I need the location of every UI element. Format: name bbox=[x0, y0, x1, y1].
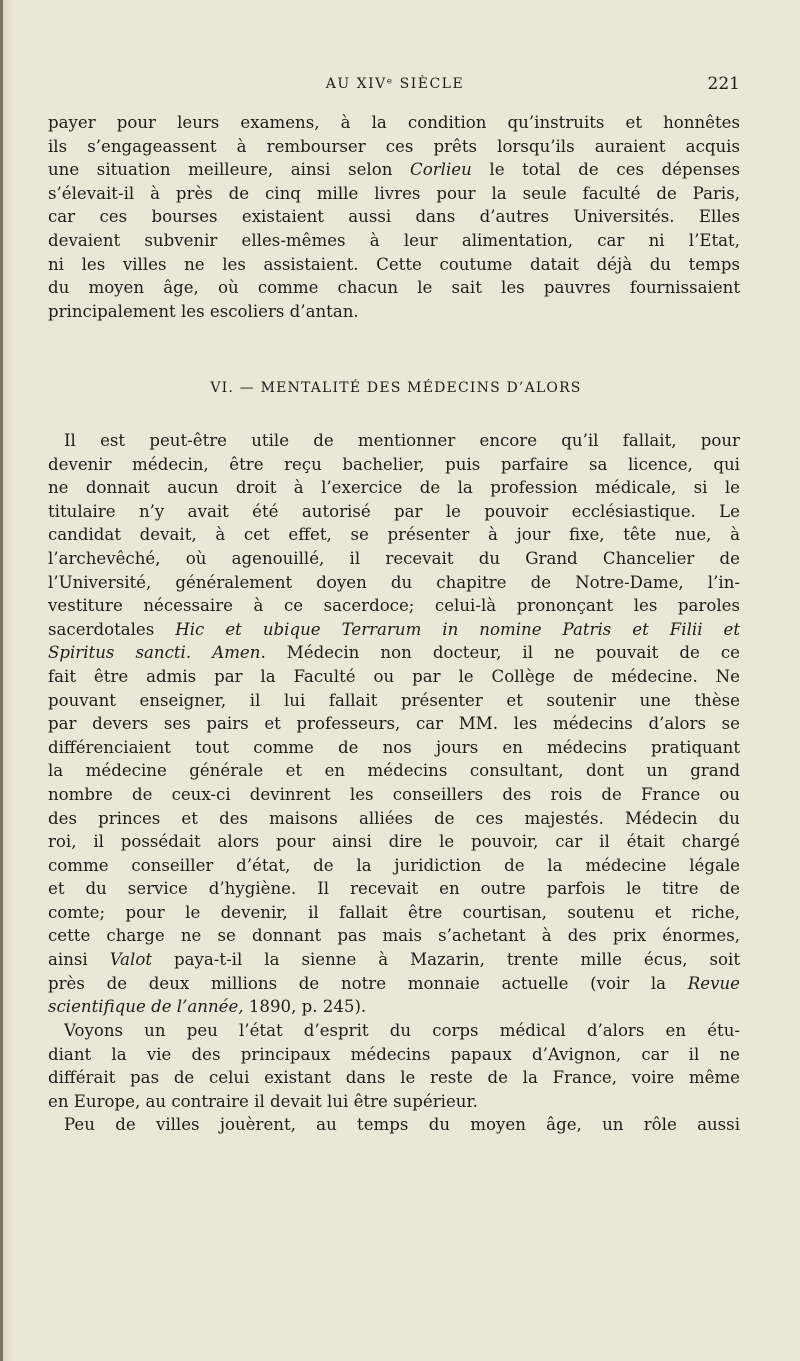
text-line: devenir médecin, être reçu bachelier, puis parfaire sa licence, qui bbox=[48, 454, 740, 474]
text-line: cette charge ne se donnant pas mais s’achetant à des prix énormes, bbox=[48, 926, 740, 946]
text-line: scientifique de l’année, 1890, p. 245). bbox=[48, 997, 367, 1017]
text-line: car ces bourses existaient aussi dans d’autres Universités. Elles bbox=[48, 207, 740, 227]
page-spine-edge bbox=[0, 0, 3, 1361]
text-line: en Europe, au contraire il devait lui être supérieur. bbox=[48, 1091, 478, 1111]
text-line: titulaire n’y avait été autorisé par le pouvoir ecclésiastique. Le bbox=[48, 501, 740, 521]
text-line: une situation meilleure, ainsi selon Corlieu le total de ces dépenses bbox=[48, 160, 740, 180]
text-line: ne donnait aucun droit à l’exercice de la profession médicale, si le bbox=[48, 478, 740, 498]
text-line: du moyen âge, où comme chacun le sait les pauvres fournissaient bbox=[48, 278, 740, 298]
text-line: près de deux millions de notre monnaie actuelle (voir la Revue bbox=[48, 973, 740, 993]
text-line: comte; pour le devenir, il fallait être courtisan, soutenu et riche, bbox=[48, 902, 740, 922]
text-line: nombre de ceux-ci devinrent les conseillers des rois de France ou bbox=[48, 784, 740, 804]
text-line: l’archevêché, où agenouillé, il recevait du Grand Chancelier de bbox=[48, 548, 740, 568]
text-line: des princes et des maisons alliées de ces majestés. Médecin du bbox=[48, 808, 740, 828]
page-header bbox=[50, 74, 740, 96]
text-line: par devers ses pairs et professeurs, car MM. les médecins d’alors se bbox=[48, 714, 740, 734]
text-line: ni les villes ne les assistaient. Cette coutume datait déjà du temps bbox=[48, 254, 740, 274]
text-line: ils s’engageassent à rembourser ces prêts lorsqu’ils auraient acquis bbox=[48, 136, 740, 156]
text-line: payer pour leurs examens, à la condition qu’instruits et honnêtes bbox=[48, 113, 740, 132]
page-number: 221 bbox=[707, 74, 740, 94]
text-line: comme conseiller d’état, de la juridiction de la médecine légale bbox=[48, 855, 740, 875]
text-line: Spiritus sancti. Amen. Médecin non docteur, il ne pouvait de ce bbox=[48, 643, 740, 663]
text-line: la médecine générale et en médecins consultant, dont un grand bbox=[48, 761, 740, 781]
text-line: vestiture nécessaire à ce sacerdoce; celui-là prononçant les paroles bbox=[48, 596, 740, 616]
text-line: principalement les escoliers d’antan. bbox=[48, 301, 359, 321]
text-line: devaient subvenir elles-mêmes à leur alimentation, car ni l’Etat, bbox=[48, 230, 740, 250]
text-line: Peu de villes jouèrent, au temps du moyen âge, un rôle aussi bbox=[64, 1115, 740, 1134]
section-heading: VI. — MENTALITÉ DES MÉDECINS D’ALORS bbox=[210, 380, 582, 396]
text-line: Il est peut-être utile de mentionner encore qu’il fallait, pour bbox=[64, 431, 740, 450]
text-line: et du service d’hygiène. Il recevait en outre parfois le titre de bbox=[48, 879, 740, 899]
text-line: sacerdotales Hic et ubique Terrarum in nomine Patris et Filii et bbox=[48, 619, 740, 639]
text-line: s’élevait-il à près de cinq mille livres pour la seule faculté de Paris, bbox=[48, 183, 740, 203]
paragraph-4 bbox=[48, 1113, 740, 1137]
paragraph-2 bbox=[48, 429, 740, 1019]
paragraph-1 bbox=[48, 111, 740, 323]
text-line: fait être admis par la Faculté ou par le Collège de médecine. Ne bbox=[48, 666, 740, 686]
text-line: différait pas de celui existant dans le reste de la France, voire même bbox=[48, 1068, 740, 1088]
text-line: pouvant enseigner, il lui fallait présenter et soutenir une thèse bbox=[48, 690, 740, 710]
running-head: AU XIVᵉ SIÈCLE bbox=[325, 76, 465, 92]
text-line: candidat devait, à cet effet, se présenter à jour fixe, tête nue, à bbox=[48, 525, 740, 545]
text-line: l’Université, généralement doyen du chapitre de Notre-Dame, l’in- bbox=[48, 572, 740, 592]
text-line: roi, il possédait alors pour ainsi dire le pouvoir, car il était chargé bbox=[48, 832, 740, 852]
text-line: Voyons un peu l’état d’esprit du corps médical d’alors en étu- bbox=[64, 1021, 740, 1040]
text-line: différenciaient tout comme de nos jours en médecins pratiquant bbox=[48, 737, 740, 757]
text-line: ainsi Valot paya-t-il la sienne à Mazarin, trente mille écus, soit bbox=[48, 950, 740, 970]
paragraph-3 bbox=[48, 1019, 740, 1113]
text-line: diant la vie des principaux médecins papaux d’Avignon, car il ne bbox=[48, 1044, 740, 1064]
